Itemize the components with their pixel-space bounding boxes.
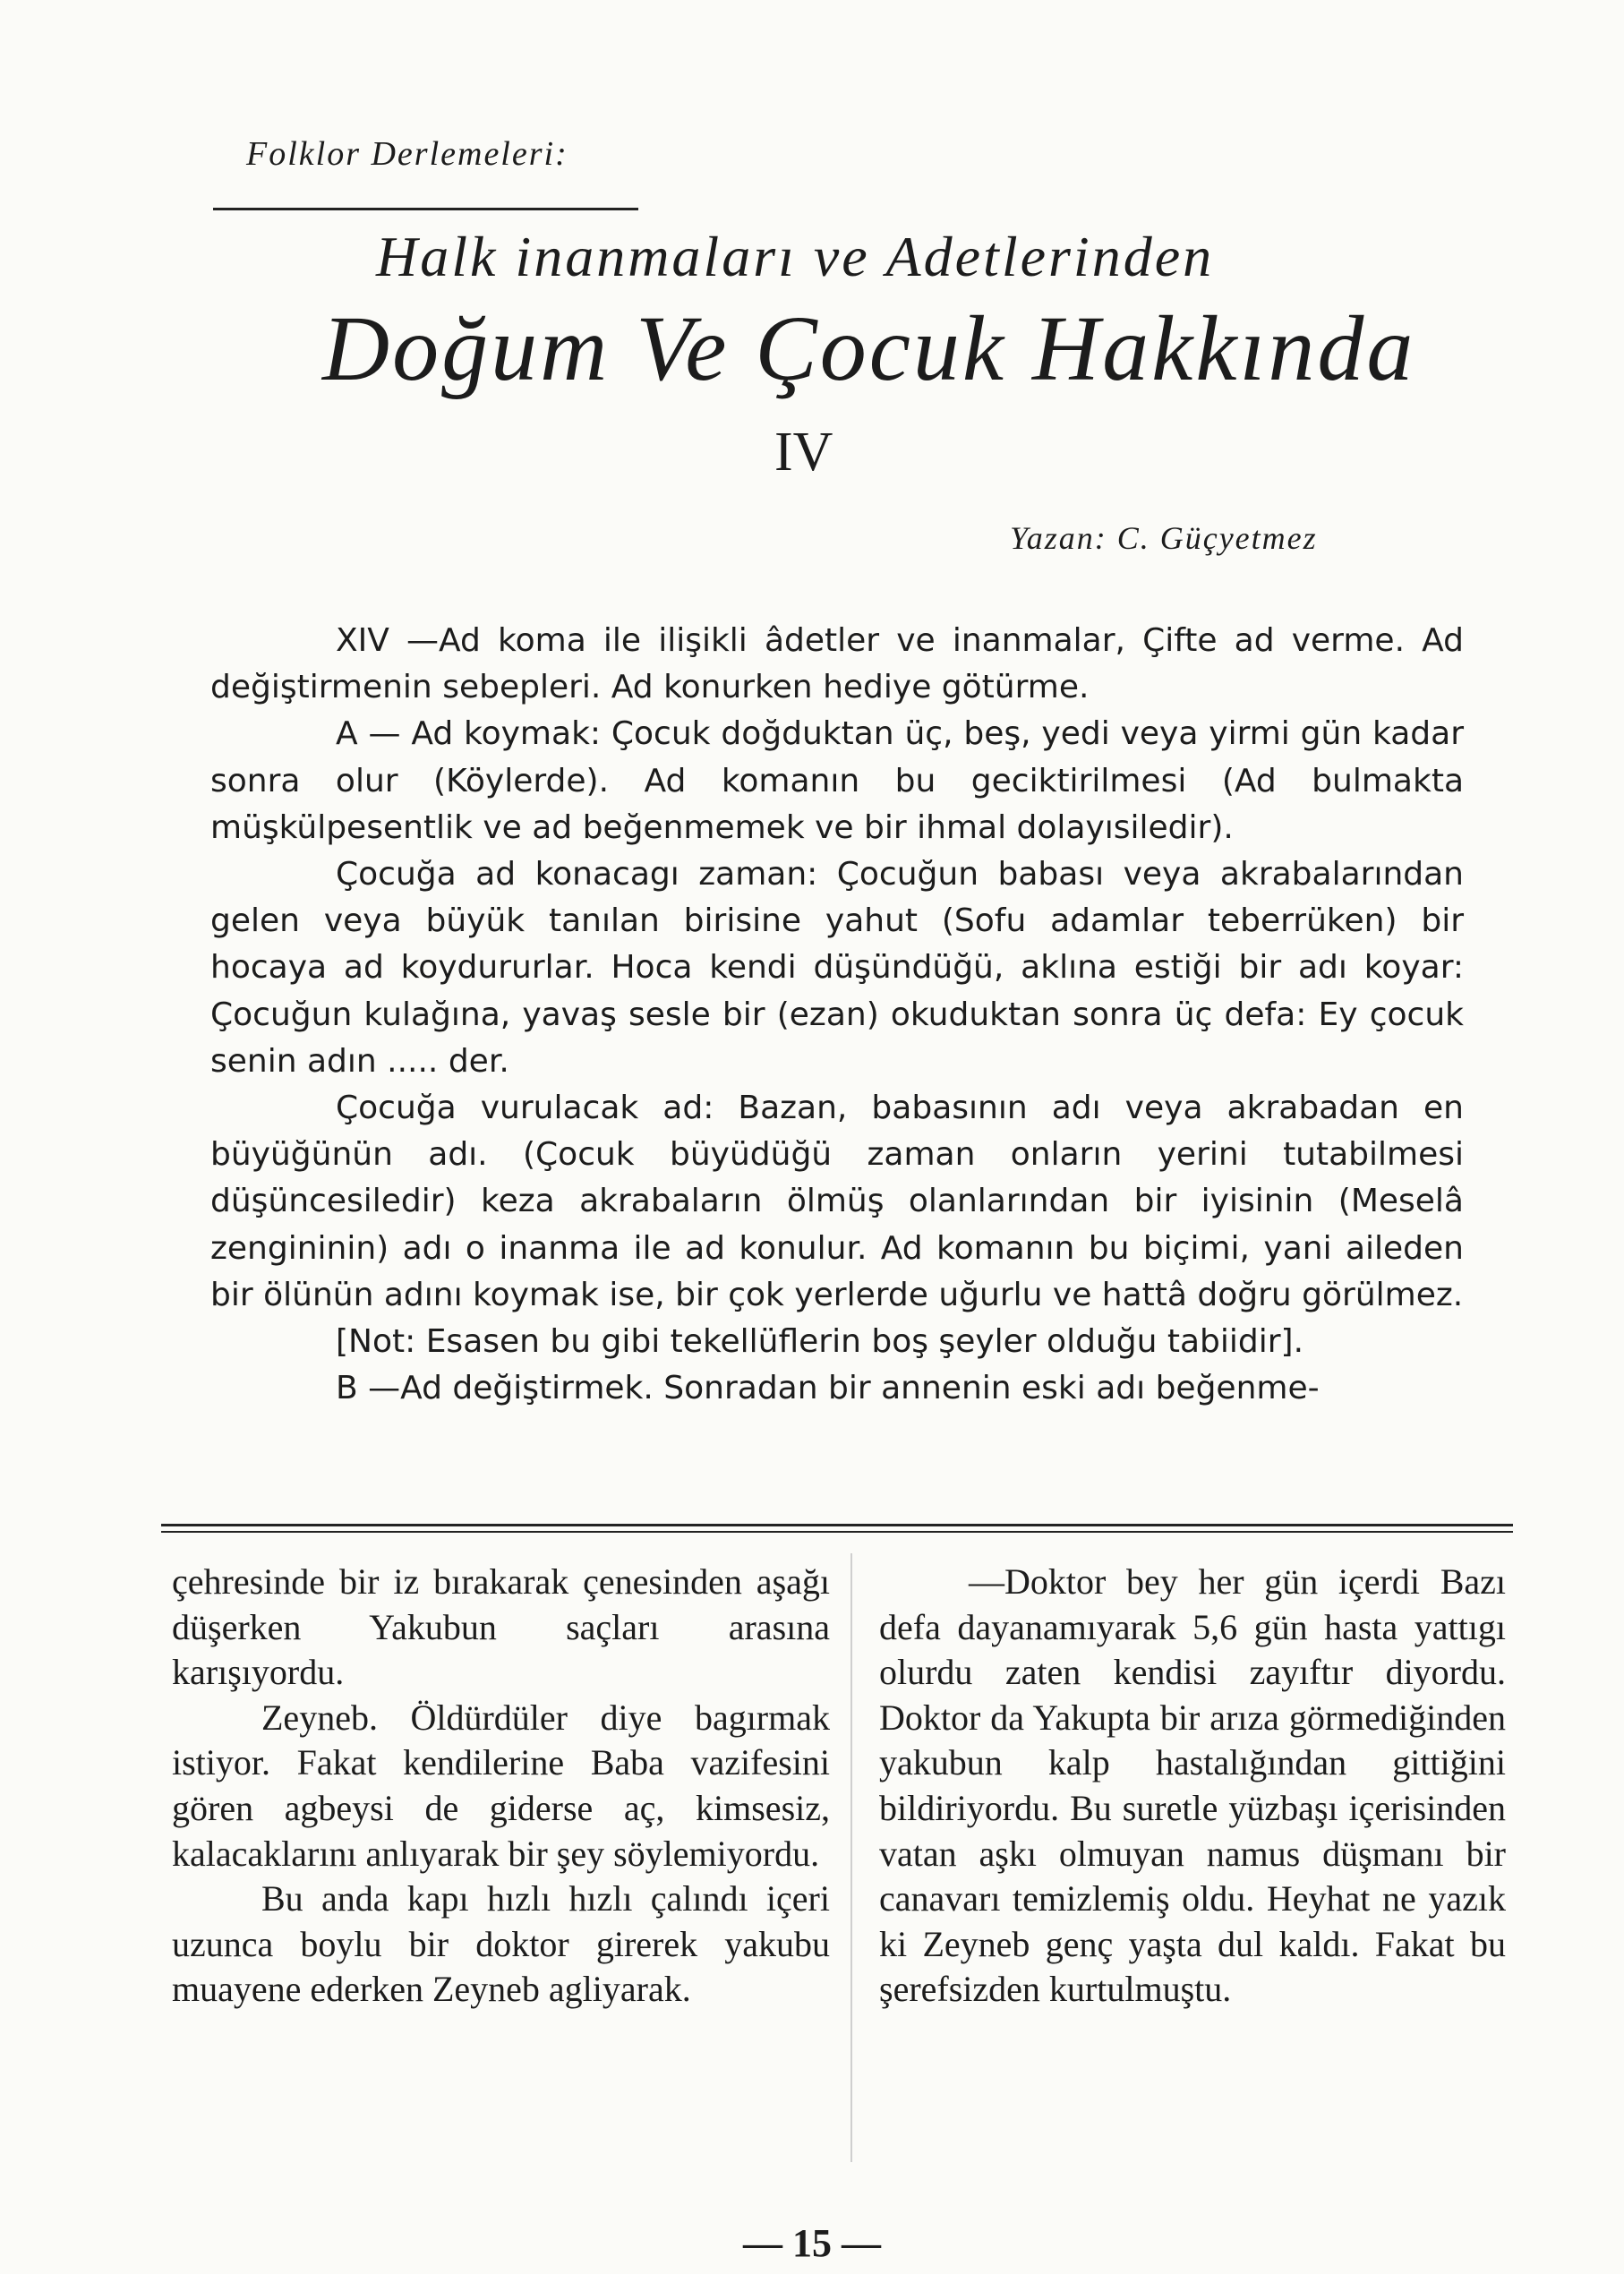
- story-right-column: [879, 1560, 1506, 2013]
- article-body: [210, 618, 1464, 1412]
- story-paragraph: çehresinde bir iz bırakarak çenesinden aşağı düşerken Yakubun saçları arasına karışıyordu.: [172, 1561, 830, 1693]
- paragraph: Çocuğa vurulacak ad: Bazan, babasının adı veya akrabadan en büyüğünün adı. (Çocuk büyüdüğü zaman onların yerini tutabilmesi düşüncesiledir) keza akrabaların ölmüş olanlarından bir iyisinin (Meselâ zengininin) adı o inanma ile ad konulur. Ad komanın bu biçimi, yani aileden bir ölünün adını koymak ise, bir çok yerlerde uğurlu ve hattâ doğru görülmez.: [210, 1090, 1464, 1313]
- article-title: Doğum Ve Çocuk Hakkında: [322, 297, 1416, 400]
- paragraph: A — Ad koymak: Çocuk doğduktan üç, beş, yedi veya yirmi gün kadar sonra olur (Köylerde). Ad komanın bu geciktirilmesi (Ad bulmakta müşkülpesentlik ve ad beğenmemek ve bir ihmal dolayısiledir).: [210, 715, 1464, 846]
- story-paragraph: Bu anda kapı hızlı hızlı çalındı içeri uzunca boylu bir doktor girerek yakubu muayene ederken Zeyneb agliyarak.: [172, 1878, 830, 2010]
- column-divider: [850, 1553, 852, 2162]
- section-divider: [161, 1524, 1513, 1533]
- story-left-column: [172, 1560, 830, 2013]
- paragraph: B —Ad değiştirmek. Sonradan bir annenin eski adı beğenme-: [336, 1370, 1320, 1407]
- paragraph: XIV —Ad koma ile ilişikli âdetler ve inanmalar, Çifte ad verme. Ad değiştirmenin sebepleri. Ad konurken hediye götürme.: [210, 622, 1464, 706]
- header-rule: [213, 208, 638, 210]
- page-number: — 15 —: [743, 2221, 881, 2265]
- author-byline: Yazan: C. Güçyetmez: [1010, 520, 1318, 556]
- part-number: IV: [774, 422, 833, 483]
- paragraph: [Not: Esasen bu gibi tekellüflerin boş şeyler olduğu tabiidir].: [336, 1323, 1304, 1361]
- paragraph: Çocuğa ad konacagı zaman: Çocuğun babası veya akrabalarından gelen veya büyük tanılan birisine yahut (Sofu adamlar teberrüken) bir hocaya ad koydururlar. Hoca kendi düşündüğü, aklına estiği bir adı koyar: Çocuğun kulağına, yavaş sesle bir (ezan) okuduktan sonra üç defa: Ey çocuk senin adın ..... der.: [210, 856, 1464, 1080]
- article-subtitle: Halk inanmaları ve Adetlerinden: [376, 225, 1215, 288]
- story-paragraph: Zeyneb. Öldürdüler diye bagırmak istiyor. Fakat kendilerine Baba vazifesini gören agbeysi de giderse aç, kimsesiz, kalacaklarını anlıyarak bir şey söylemiyordu.: [172, 1697, 830, 1874]
- section-label: Folklor Derlemeleri:: [246, 135, 568, 173]
- story-paragraph: —Doktor bey her gün içerdi Bazı defa dayanamıyarak 5,6 gün hasta yattıgı olurdu zaten kendisi zayıftır diyordu. Doktor da Yakupta bir arıza görmediğinden yakubun kalp hastalığından gittiğini bildiriyordu. Bu suretle yüzbaşı içerisinden vatan aşkı olmuyan namus düşmanı bir canavarı temizlemiş oldu. Heyhat ne yazık ki Zeyneb genç yaşta dul kaldı. Fakat bu şerefsizden kurtulmuştu.: [879, 1561, 1506, 2010]
